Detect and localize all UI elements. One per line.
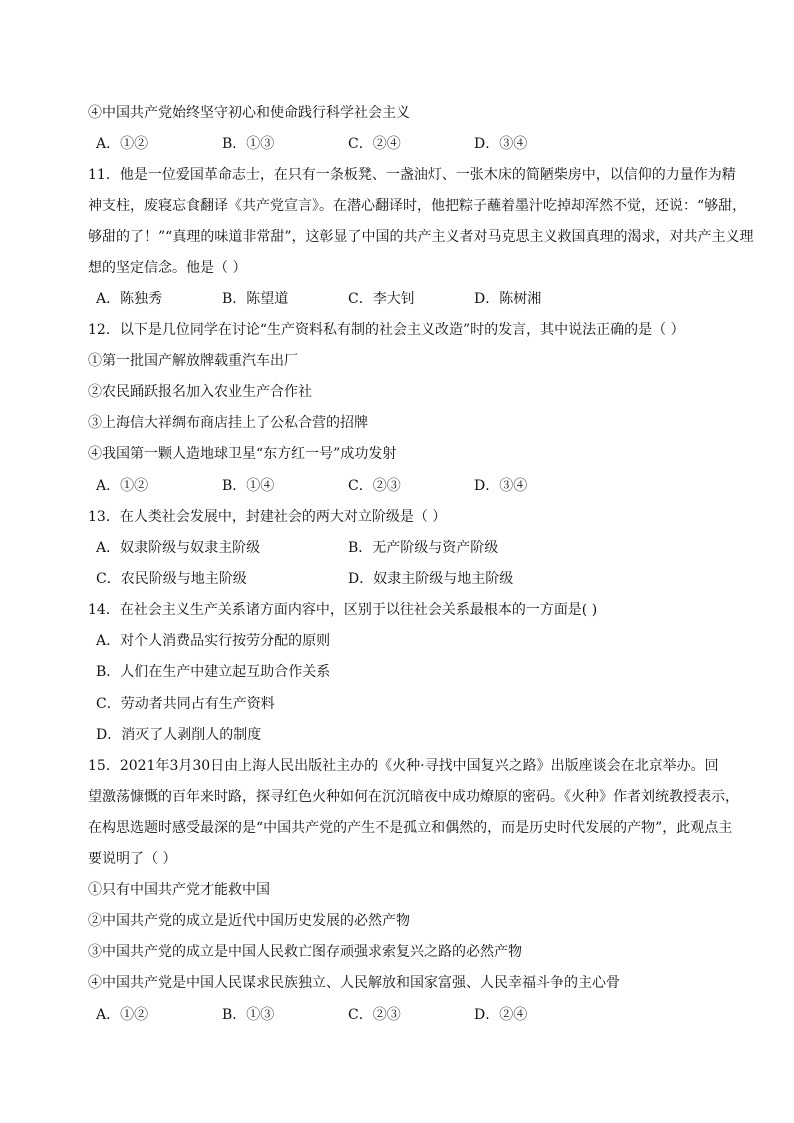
q12-statement-2: ②农民踊跃报名加入农业生产合作社 (88, 384, 312, 400)
q12-statement-3: ③上海信大祥绸布商店挂上了公私合营的招牌 (88, 415, 368, 431)
q12-option-b: B．①④ (222, 478, 275, 494)
q11-option-a: A．陈独秀 (96, 291, 163, 307)
q15-statement-4: ④中国共产党是中国人民谋求民族独立、人民解放和国家富强、人民幸福斗争的主心骨 (88, 975, 620, 991)
q15-statement-2: ②中国共产党的成立是近代中国历史发展的必然产物 (88, 913, 410, 929)
q11-option-d: D．陈树湘 (474, 291, 542, 307)
q14-stem: 14．在社会主义生产关系诸方面内容中，区别于以往社会关系最根本的一方面是( ) (88, 602, 598, 618)
q12-option-c: C．②③ (348, 478, 401, 494)
q12-option-a: A．①② (96, 478, 149, 494)
q13-stem: 13．在人类社会发展中，封建社会的两大对立阶级是（ ） (88, 509, 447, 525)
q10-option-a: A．①② (96, 136, 149, 152)
q12-statement-4: ④我国第一颗人造地球卫星“东方红一号”成功发射 (88, 446, 397, 462)
q14-option-c: C．劳动者共同占有生产资料 (96, 696, 275, 712)
q12-stem: 12．以下是几位同学在讨论“生产资料私有制的社会主义改造”时的发言，其中说法正确的是（ ） (88, 322, 685, 338)
q10-option-b: B．①③ (222, 136, 275, 152)
q14-option-b: B．人们在生产中建立起互助合作关系 (96, 664, 331, 680)
q14-option-a: A．对个人消费品实行按劳分配的原则 (96, 633, 331, 649)
q15-option-a: A．①② (96, 1007, 149, 1023)
q11-stem-line-4: 想的坚定信念。他是（ ） (88, 260, 247, 276)
q13-option-b: B．无产阶级与资产阶级 (348, 540, 499, 556)
q13-options-row-1 (96, 538, 600, 558)
q12-statement-1: ①第一批国产解放牌载重汽车出厂 (88, 353, 298, 369)
q13-options-row-2 (96, 569, 600, 589)
q11-stem-line-2: 神支柱，废寝忘食翻译《共产党宣言》。在潜心翻译时，他把粽子蘸着墨汁吃掉却浑然不觉，还说：“够甜， (88, 198, 747, 214)
q15-option-c: C．②③ (348, 1007, 401, 1023)
q11-option-c: C．李大钊 (348, 291, 415, 307)
q10-option-c: C．②④ (348, 136, 401, 152)
q13-option-d: D．奴隶主阶级与地主阶级 (348, 571, 514, 587)
q11-stem-line-1: 11．他是一位爱国革命志士，在只有一条板凳、一盏油灯、一张木床的简陋柴房中，以信仰的力量作为精 (88, 167, 736, 183)
q11-option-b: B．陈望道 (222, 291, 289, 307)
q13-option-a: A．奴隶阶级与奴隶主阶级 (96, 540, 261, 556)
q10-option-d: D．③④ (474, 136, 528, 152)
q12-options (96, 476, 600, 496)
q10-options (96, 134, 600, 154)
q15-stem-line-1: 15．2021年3月30日由上海人民出版社主办的《火种·寻找中国复兴之路》出版座谈会在北京举办。回 (88, 758, 719, 774)
q13-option-c: C．农民阶级与地主阶级 (96, 571, 247, 587)
q15-options (96, 1005, 600, 1025)
q11-options (96, 289, 600, 309)
q11-stem-line-3: 够甜的了！”“真理的味道非常甜”，这彰显了中国的共产主义者对马克思主义救国真理的渴求，对共产主义理 (88, 229, 754, 245)
q15-option-b: B．①③ (222, 1007, 275, 1023)
q10-statement-4: ④中国共产党始终坚守初心和使命践行科学社会主义 (88, 105, 410, 121)
q15-statement-1: ①只有中国共产党才能救中国 (88, 882, 270, 898)
q14-option-d: D．消灭了人剥削人的制度 (96, 727, 262, 743)
q15-stem-line-2: 望激荡慷慨的百年来时路，探寻红色火种如何在沉沉暗夜中成功燎原的密码。《火种》作者刘统教授表示， (88, 789, 739, 805)
q15-stem-line-3: 在构思选题时感受最深的是“中国共产党的产生不是孤立和偶然的，而是历史时代发展的产物”，此观点主 (88, 820, 733, 836)
q15-option-d: D．②④ (474, 1007, 528, 1023)
q15-statement-3: ③中国共产党的成立是中国人民救亡图存顽强求索复兴之路的必然产物 (88, 944, 522, 960)
q15-stem-line-4: 要说明了（ ） (88, 851, 177, 867)
q12-option-d: D．③④ (474, 478, 528, 494)
